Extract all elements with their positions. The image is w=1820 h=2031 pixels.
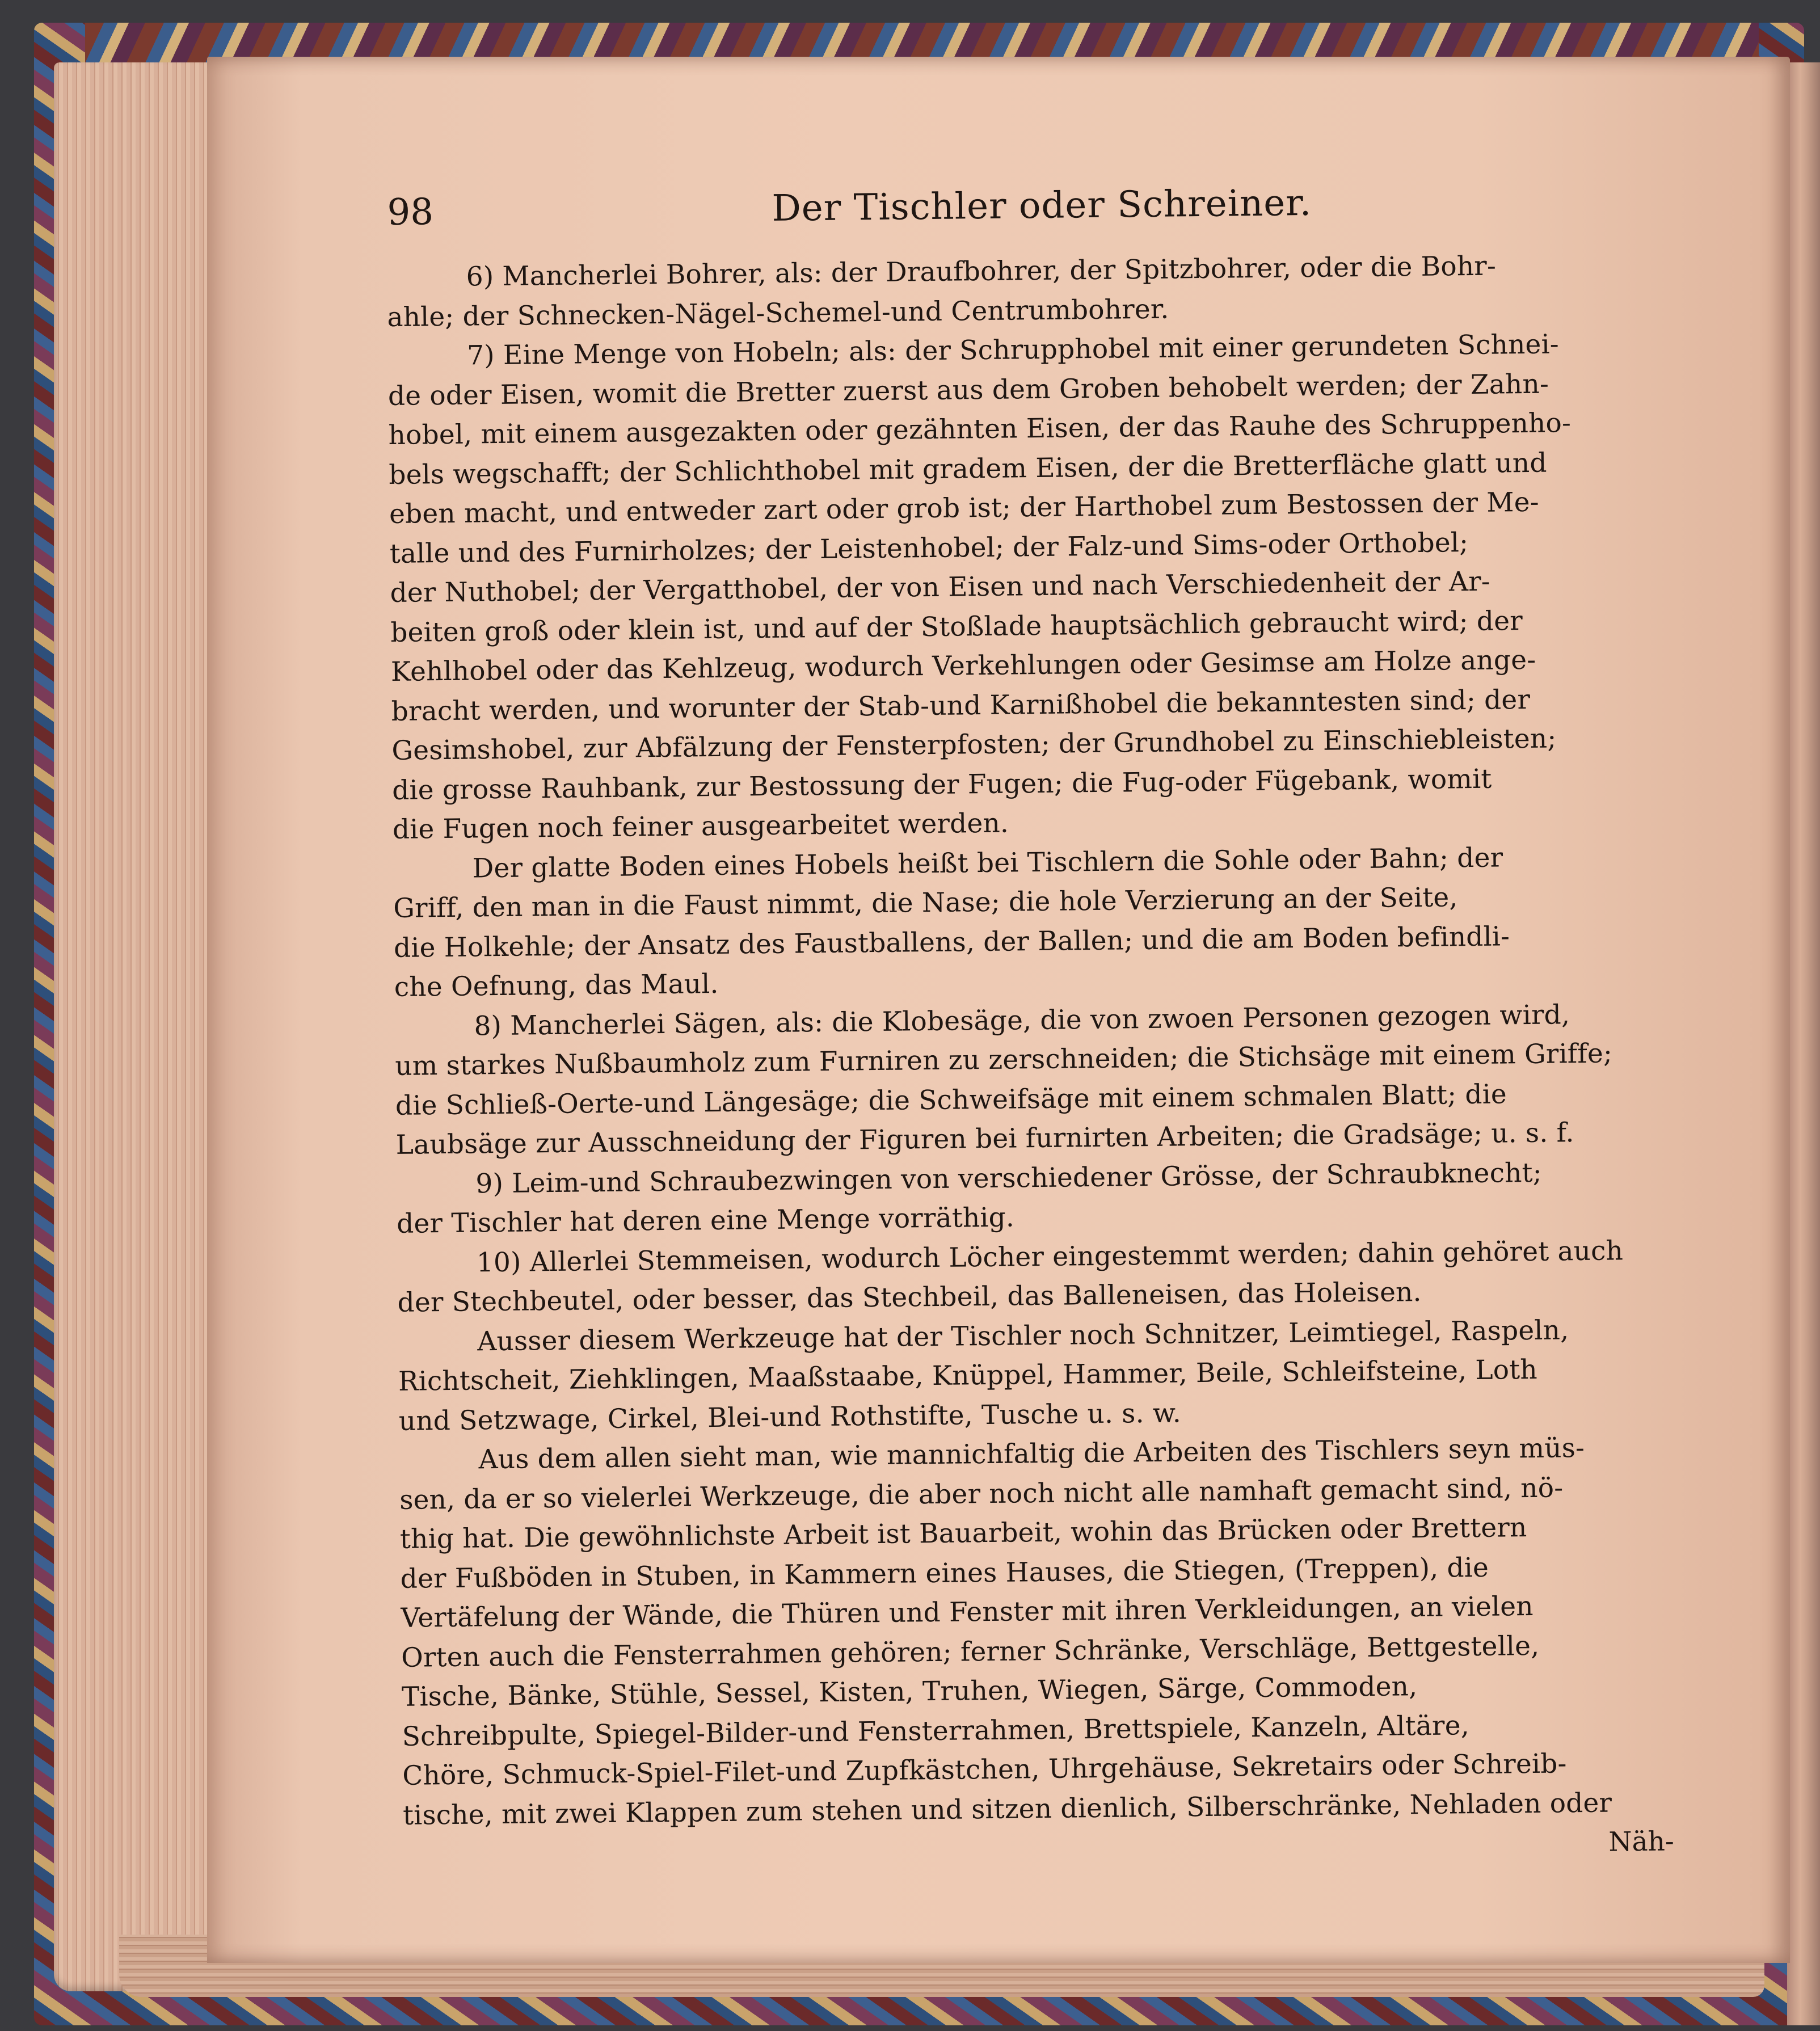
text-line: sen, da er so vielerlei Werkzeuge, die aber noch nicht alle namhaft gemacht sind, nö- [399,1472,1564,1516]
page-text-block [386,171,1697,1864]
text-line: die Fugen noch feiner ausgearbeitet werden. [392,807,1009,845]
text-line: Schreibpulte, Spiegel-Bilder-und Fensterrahmen, Brettspiele, Kanzeln, Altäre, [402,1709,1470,1752]
text-line: der Fußböden in Stuben, in Kammern eines Hauses, die Stiegen, (Treppen), die [400,1552,1489,1595]
text-line: eben macht, und entweder zart oder grob ist; der Harthobel zum Bestossen der Me- [389,486,1540,530]
text-line: der Tischler hat deren eine Menge vorräthig. [396,1202,1015,1240]
text-line: Laubsäge zur Ausschneidung der Figuren bei furnirten Arbeiten; die Gradsäge; u. s. f. [395,1117,1574,1161]
text-line: che Oefnung, das Maul. [394,968,719,1003]
text-line: talle und des Furnirholzes; der Leistenhobel; der Falz-und Sims-oder Orthobel; [389,526,1469,570]
text-line: ahle; der Schnecken-Nägel-Schemel-und Centrumbohrer. [387,293,1169,333]
text-line: bels wegschafft; der Schlichthobel mit gradem Eisen, der die Bretterfläche glatt und [389,447,1547,491]
text-line: 8) Mancherlei Sägen, als: die Klobesäge, die von zwoen Personen gezogen wird, [474,998,1570,1042]
page-number: 98 [387,191,434,234]
text-line: die Schließ-Oerte-und Längesäge; die Schweifsäge mit einem schmalen Blatt; die [395,1078,1507,1122]
text-line: Der glatte Boden eines Hobels heißt bei Tischlern die Sohle oder Bahn; der [472,841,1503,884]
text-line: Vertäfelung der Wände, die Thüren und Fenster mit ihren Verkleidungen, an vielen [401,1590,1533,1634]
running-title: Der Tischler oder Schreiner. [772,182,1312,230]
catchword: Näh- [1608,1826,1674,1858]
text-line: der Stechbeutel, oder besser, das Stechbeil, das Balleneisen, das Holeisen. [397,1276,1422,1318]
page-header [386,171,1680,258]
text-line: hobel, mit einem ausgezakten oder gezähnten Eisen, der das Rauhe des Schruppenho- [388,407,1572,451]
text-line: 7) Eine Menge von Hobeln; als: der Schrupphobel mit einer gerundeten Schnei- [466,328,1560,372]
text-line: Richtscheit, Ziehklingen, Maaßstaabe, Knüppel, Hammer, Beile, Schleifsteine, Loth [398,1354,1538,1397]
text-line: Ausser diesem Werkzeuge hat der Tischler noch Schnitzer, Leimtiegel, Raspeln, [477,1314,1569,1357]
text-line: Chöre, Schmuck-Spiel-Filet-und Zupfkästchen, Uhrgehäuse, Sekretairs oder Schreib- [402,1748,1567,1792]
text-line: Tische, Bänke, Stühle, Sessel, Kisten, Truhen, Wiegen, Särge, Commoden, [401,1671,1418,1713]
text-line: und Setzwage, Cirkel, Blei-und Rothstifte, Tusche u. s. w. [398,1397,1182,1437]
text-line: de oder Eisen, womit die Bretter zuerst aus dem Groben behobelt werden; der Zahn- [387,368,1549,412]
text-line: 10) Allerlei Stemmeisen, wodurch Löcher eingestemmt werden; dahin gehöret auch [476,1234,1624,1278]
text-line: die Holkehle; der Ansatz des Faustballens, der Ballen; und die am Boden befindli- [393,920,1510,964]
text-line: Griff, den man in die Faust nimmt, die Nase; die hole Verzierung an der Seite, [393,882,1458,924]
text-line: Kehlhobel oder das Kehlzeug, wodurch Verkehlungen oder Gesimse am Holze ange- [390,644,1536,688]
text-line: 6) Mancherlei Bohrer, als: der Draufbohrer, der Spitzbohrer, oder die Bohr- [466,250,1497,293]
text-line: Orten auch die Fensterrahmen gehören; ferner Schränke, Verschläge, Bettgestelle, [401,1630,1540,1674]
text-line: der Nuthobel; der Vergatthobel, der von Eisen und nach Verschiedenheit der Ar- [390,566,1491,609]
text-line: thig hat. Die gewöhnlichste Arbeit ist Bauarbeit, wohin das Brücken oder Brettern [399,1512,1527,1555]
text-line: 9) Leim-und Schraubezwingen von verschiedener Grösse, der Schraubknecht; [475,1157,1543,1199]
facing-page-edge [1787,62,1820,2025]
text-line: tische, mit zwei Klappen zum stehen und sitzen dienlich, Silberschränke, Nehladen oder [402,1787,1612,1831]
text-line: beiten groß oder klein ist, und auf der Stoßlade hauptsächlich gebraucht wird; der [390,605,1523,648]
text-line: die grosse Rauhbank, zur Bestossung der Fugen; die Fug-oder Fügebank, womit [391,763,1492,806]
text-line: Gesimshobel, zur Abfälzung der Fensterpfosten; der Grundhobel zu Einschiebleisten; [391,723,1557,766]
text-line: bracht werden, und worunter der Stab-und Karnißhobel die bekanntesten sind; der [391,684,1531,727]
text-line: Aus dem allen sieht man, wie mannichfaltig die Arbeiten des Tischlers seyn müs- [478,1432,1585,1476]
text-line: um starkes Nußbaumholz zum Furniren zu zerschneiden; die Stichsäge mit einem Griffe; [394,1038,1613,1082]
